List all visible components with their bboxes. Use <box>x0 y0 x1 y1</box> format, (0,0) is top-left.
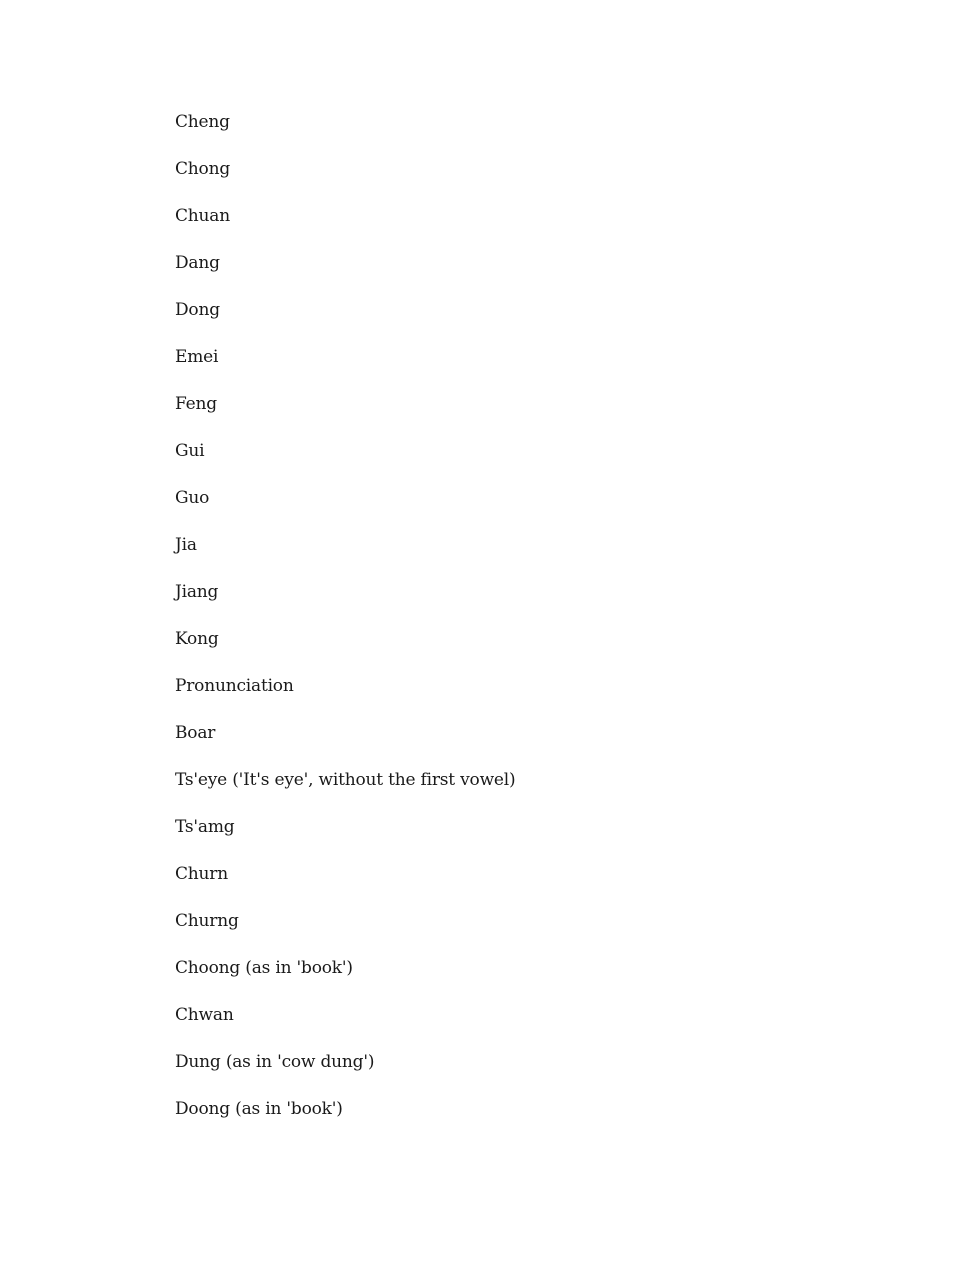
text-line: Dung (as in 'cow dung') <box>175 1052 375 1072</box>
text-line: Chong <box>175 159 231 179</box>
text-line: Ts'eye ('It's eye', without the first vowel) <box>175 770 516 790</box>
text-line: Doong (as in 'book') <box>175 1099 343 1119</box>
text-line: Ts'amg <box>175 817 235 837</box>
text-line: Dong <box>175 300 220 320</box>
section-heading: Pronunciation <box>175 676 294 696</box>
text-line: Dang <box>175 253 220 273</box>
text-line: Jia <box>175 535 197 555</box>
text-line: Cheng <box>175 112 230 132</box>
text-line: Kong <box>175 629 219 649</box>
text-line-list <box>175 111 515 1145</box>
text-line: Feng <box>175 394 217 414</box>
text-line: Churng <box>175 911 239 931</box>
text-line: Chuan <box>175 206 230 226</box>
text-line: Churn <box>175 864 228 884</box>
text-line: Choong (as in 'book') <box>175 958 353 978</box>
text-line: Boar <box>175 723 216 743</box>
text-line: Guo <box>175 488 210 508</box>
text-line: Emei <box>175 347 219 367</box>
text-line: Jiang <box>175 582 219 602</box>
text-line: Chwan <box>175 1005 234 1025</box>
text-line: Gui <box>175 441 205 461</box>
